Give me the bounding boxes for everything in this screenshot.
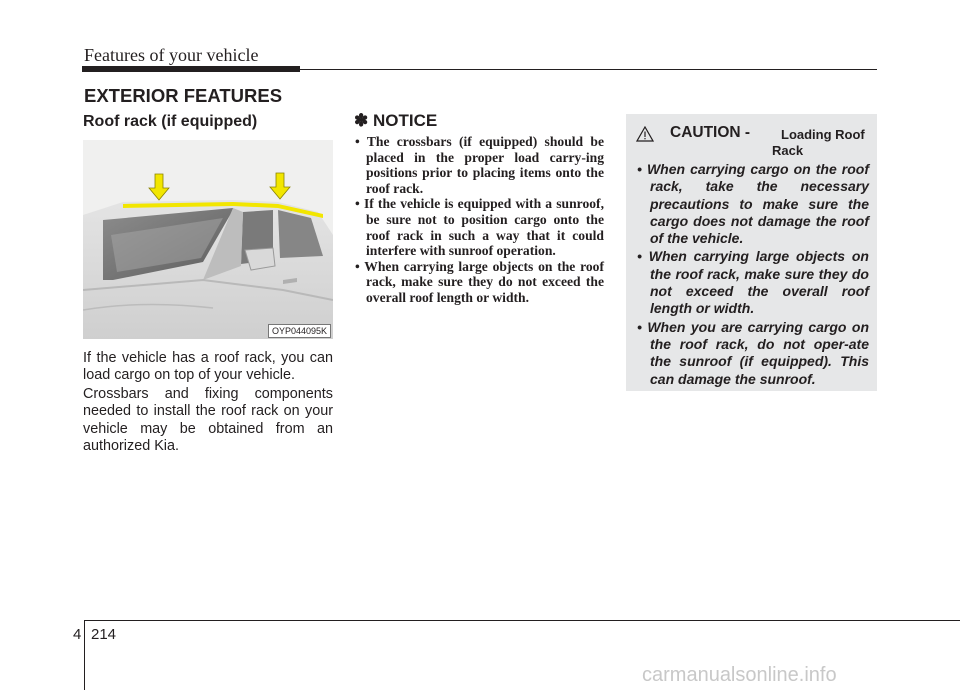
notice-item: • The crossbars (if equipped) should be placed in the proper load carry-ing positions prior to placing items onto the roof rack.: [355, 134, 604, 196]
header-rule-thick: [82, 66, 300, 72]
footer-horizontal-rule: [84, 620, 960, 621]
caution-subtitle-line2: Rack: [772, 143, 804, 158]
caution-list: [637, 161, 869, 389]
notice-item: • If the vehicle is equipped with a sunroof, be sure not to position cargo onto the roof rack in such a way that it could interfere with sunroof operation.: [355, 196, 604, 258]
page-number: 214: [91, 626, 117, 643]
footer-vertical-rule: [84, 620, 85, 690]
chapter-number: 4: [73, 626, 82, 643]
running-header: Features of your vehicle: [84, 45, 259, 65]
header-rule-thin: [300, 69, 877, 71]
caution-item: • When you are carrying cargo on the roof rack, do not oper-ate the sunroof (if equipped). This can damage the sunroof.: [637, 319, 869, 388]
notice-list: [355, 134, 604, 306]
warning-triangle-icon: [636, 126, 654, 142]
watermark: carmanualsonline.info: [642, 664, 837, 686]
roof-rack-paragraph-2: Crossbars and fixing components needed to install the roof rack on your vehicle may be obtained from an authorized Kia.: [83, 386, 333, 454]
notice-item: • When carrying large objects on the roof rack, make sure they do not exceed the overall roof length or width.: [355, 259, 604, 306]
roof-rack-paragraph-1: If the vehicle has a roof rack, you can load cargo on top of your vehicle.: [83, 350, 333, 384]
vehicle-roof-illustration: [83, 140, 333, 339]
caution-box: [626, 114, 877, 391]
roof-rack-heading: Roof rack (if equipped): [83, 113, 258, 130]
caution-subtitle-line1: Loading Roof: [781, 127, 865, 142]
notice-title: ✽ NOTICE: [354, 111, 438, 130]
caution-item: • When carrying cargo on the roof rack, take the necessary precautions to make sure the cargo does not damage the roof of the vehicle.: [637, 161, 869, 247]
section-title: EXTERIOR FEATURES: [84, 85, 283, 106]
caution-label: CAUTION -: [670, 124, 751, 141]
figure-code: OYP044095K: [268, 324, 331, 338]
roof-rack-heading-wrap: [83, 113, 333, 131]
roof-rack-figure: [83, 140, 333, 339]
caution-item: • When carrying large objects on the roof rack, make sure they do not exceed the overall roof length or width.: [637, 248, 869, 317]
